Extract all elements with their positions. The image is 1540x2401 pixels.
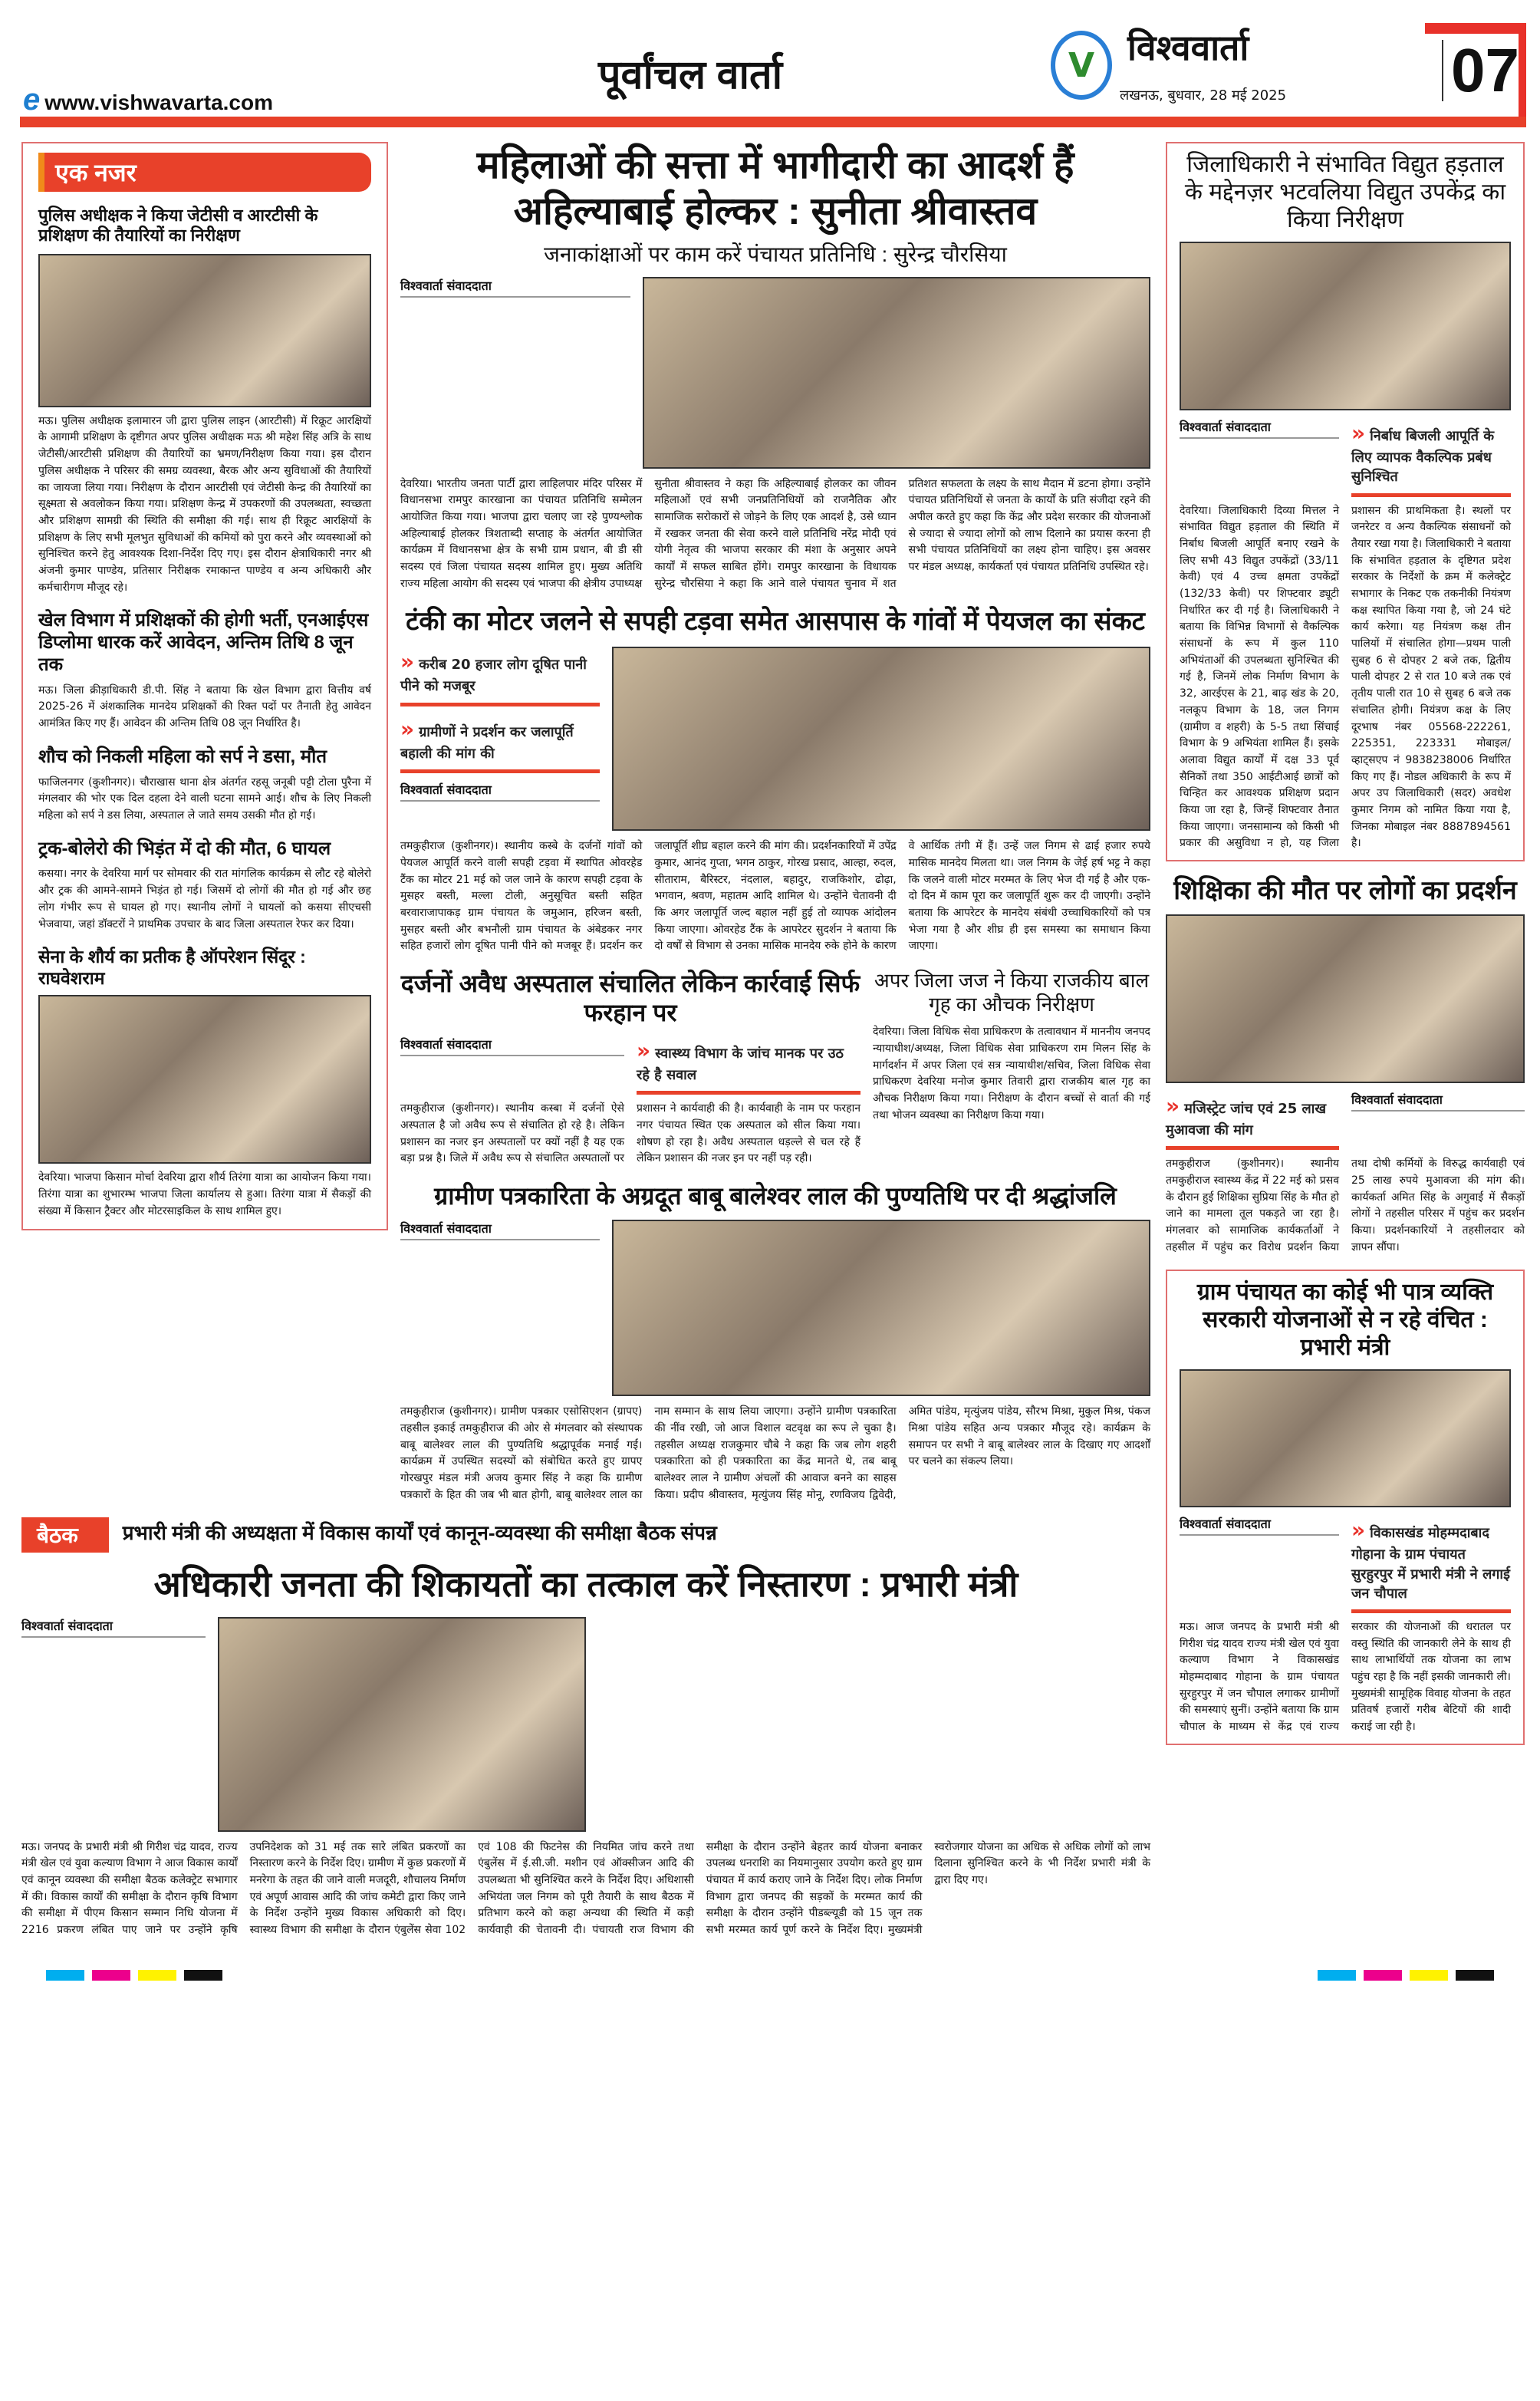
hospital-article — [400, 969, 860, 1168]
website-url[interactable]: e www.vishwavarta.com — [23, 83, 273, 117]
teacher-death-protest-photo — [1166, 914, 1525, 1083]
browser-e-icon: e — [23, 83, 41, 117]
hospital-headline: दर्जनों अवैध अस्पताल संचालित लेकिन कार्रवाई सिर्फ फरहान पर — [400, 970, 860, 1027]
main-area — [21, 142, 1150, 1939]
baal-grih-body: देवरिया। जिला विधिक सेवा प्राधिकरण के तत्वावधान में माननीय जनपद न्यायाधीश/अध्यक्ष, जिला विधिक सेवा प्राधिकरण राम मिलन सिंह के मार्गदर्शन में अपर जिला एवं सत्र न्यायाधीश/सचिव, जिला विधिक सेवा प्राधिकरण देवरिया मनोज कुमार तिवारी द्वारा राजकीय बाल गृह का औचक निरीक्षण किया गया। निरीक्षण के दौरान बच्चों से वार्ता की गई तथा भोजन व्यवस्था का निरीक्षण किया गया। — [873, 1026, 1150, 1121]
patrakarita-byline-wrap — [400, 1220, 600, 1245]
registration-mark-black — [1456, 1970, 1494, 1981]
article-headline: खेल विभाग में प्रशिक्षकों की होगी भर्ती, एनआईएस डिप्लोमा धारक करें आवेदन, अन्तिम तिथि 8 जून तक — [38, 610, 369, 675]
lead-layout — [400, 277, 1150, 469]
baithak-label: बैठक — [21, 1517, 109, 1553]
byline: विश्ववार्ता संवाददाता — [1180, 418, 1339, 439]
registration-mark-cyan — [46, 1970, 84, 1981]
byline: विश्ववार्ता संवाददाता — [400, 277, 630, 298]
bottom-layout — [21, 1617, 1150, 1832]
ek-nazar-tag: एक नजर — [38, 153, 371, 192]
gram-panchayat-headline: ग्राम पंचायत का कोई भी पात्र व्यक्ति सरकारी योजनाओं से न रहे वंचित : प्रभारी मंत्री — [1196, 1280, 1494, 1361]
pull-quote: » स्वास्थ्य विभाग के जांच मानक पर उठ रहे है सवाल — [637, 1036, 860, 1095]
top-row — [21, 142, 1150, 1504]
ek-nazar-column — [21, 142, 388, 1230]
bottom-byline-wrap — [21, 1617, 206, 1642]
tanki-headline: टंकी का मोटर जलने से सपही टड़वा समेत आसपास के गांवों में पेयजल का संकट — [406, 607, 1145, 637]
left-item-3 — [38, 746, 371, 825]
bottom-article — [21, 1517, 1150, 1938]
hospital-body: तमकुहीराज (कुशीनगर)। स्थानीय कस्बा में दर्जनों ऐसे अस्पताल है जो अवैध रूप से संचालित हो रहे है। लेकिन प्रशासन का नजर इन अस्पतालों पर क्यों नहीं है यह एक बड़ा प्रश्न है। जिले में अवैध रूप से संचालित अस्पतालों पर प्रशासन ने कार्यवाही की है। कार्यवाही के नाम पर फरहान नगर पंचायत स्थित एक अस्पताल को सील किया गया। शोषण हो रहा है। अवैध अस्पताल धड़ल्ले से चल रहे हैं लेकिन प्रशासन की नजर इन पर नहीं पड़ रही। — [400, 1102, 860, 1165]
byline: विश्ववार्ता संवाददाता — [21, 1617, 206, 1638]
byline: विश्ववार्ता संवाददाता — [1180, 1515, 1339, 1536]
baal-grih-headline: अपर जिला जज ने किया राजकीय बाल गृह का औचक निरीक्षण — [874, 969, 1150, 1016]
section-title: पूर्वांचल वार्ता — [598, 53, 783, 97]
lead-text-col — [400, 277, 630, 302]
lead-article — [400, 142, 1150, 592]
hospital-baal-row — [400, 969, 1150, 1168]
registration-group-left — [46, 1970, 222, 1981]
tanki-body: तमकुहीराज (कुशीनगर)। स्थानीय कस्बे के दर्जनों गांवों को पेयजल आपूर्ति करने वाली सपही टड़वा में स्थापित ओवरहेड टैंक का मोटर 21 मई को जल जाने के कारण सपही टड़वा के मुसहर बस्ती, मल्ला टोली, अनुसूचित बस्ती सहित बरवाराजापाकड़ ग्राम पंचायत के जमुआन, हरिजन बस्ती, मुसहर बस्ती और बभनौली ग्राम पंचायत के अंबेडकर नगर सहित हजारों लोग दूषित पानी पीने को मजबूर हैं। प्रदर्शन कर जलापूर्ति शीघ्र बहाल करने की मांग की। प्रदर्शनकारियों में उपेंद्र कुमार, आनंद गुप्ता, भगन ठाकुर, गोरख प्रसाद, आल्हा, रुदल, सीताराम, बैरिस्टर, नंदलाल, बहादुर, राजकिशोर, ढोढ़ा, भगवान, श्रवण, महातम आदि शामिल थे। उन्होंने चेतावनी दी कि अगर जलापूर्ति जल्द बहाल नहीं हुई तो व्यापक आंदोलन किया जाएगा। ओवरहेड टैंक के आपरेटर सुदर्शन ने बताया कि दो वर्षों से विभाग से उनका मासिक मानदेय रुके होने के कारण वे आर्थिक तंगी में हैं। उन्हें जल निगम से ढाई हजार रुपये मासिक मानदेय मिलता था। जल निगम के जेई हर्ष भट्ट ने कहा कि जलने वाली मोटर मरम्मत के लिए भेज दी गई है और एक-दो दिन में काम पूरा कर जलापूर्ति शुरू कर दी जाएगी। उन्होंने बताया कि आपरेटर के मानदेय संबंधी उच्चाधिकारियों को पत्र भेजा गया है और शीघ्र ही इस समस्या का समाधान किया जाएगा। — [400, 840, 1150, 953]
vishwavarta-logo-icon: V — [1051, 31, 1112, 100]
byline: विश्ववार्ता संवाददाता — [400, 781, 600, 802]
pull-quote: » विकासखंड मोहम्मदाबाद गोहाना के ग्राम पंचायत सुरहुरपुर में प्रभारी मंत्री ने लगाई जन चौपाल — [1351, 1515, 1511, 1613]
left-item-5 — [38, 947, 371, 1220]
pull-quote: » मजिस्ट्रेट जांच एवं 25 लाख मुआवजा की मांग — [1166, 1091, 1339, 1150]
review-meeting-photo — [218, 1617, 586, 1832]
electricity-meta — [1180, 418, 1511, 497]
left-item-2 — [38, 610, 371, 732]
electricity-headline: जिलाधिकारी ने संभावित विद्युत हड़ताल के मद्देनज़र भटवलिया विद्युत उपकेंद्र का किया निरीक्षण — [1184, 152, 1506, 232]
article-body: देवरिया। भाजपा किसान मोर्चा देवरिया द्वारा शौर्य तिरंगा यात्रा का आयोजन किया गया। तिरंगा यात्रा का शुभारम्भ भाजपा जिला कार्यालय से हुआ। तिरंगा यात्रा में सैकड़ों की संख्या में किसान ट्रैक्टर और मोटरसाइकिल के साथ शामिल हुए। — [38, 1171, 371, 1217]
article-body: फाजिलनगर (कुशीनगर)। चौराखास थाना क्षेत्र अंतर्गत रहसू जनूबी पट्टी टोला पुरैना में मंगलवार की भोर एक दिल दहला देने वाली घटना सामने आई। शौच के लिए निकली महिला को सर्प ने डस लिया, अस्पताल ले जाते समय उसकी मौत हो गई। — [38, 776, 371, 822]
left-item-1 — [38, 206, 371, 596]
lead-body: देवरिया। भारतीय जनता पार्टी द्वारा लाहिलपार मंदिर परिसर में विधानसभा रामपुर कारखाना का पंचायत प्रतिनिधि सम्मेलन आयोजित किया गया। भाजपा द्वारा चलाए जा रहे पुण्यश्लोक अहिल्याबाई होलकर त्रिशताब्दी सप्ताह के अंतर्गत आयोजित कार्यक्रम में विधानसभा क्षेत्र के सभी ग्राम प्रधान, बी डी सी सदस्य एवं जिला पंचायत सदस्य शामिल हुए। मुख्य अतिथि राज्य महिला आयोग की सदस्य एवं भाजपा की क्षेत्रीय उपाध्यक्ष सुनीता श्रीवास्तव ने कहा कि अहिल्याबाई होलकर का जीवन महिलाओं एवं सभी जनप्रतिनिधियों को राजनैतिक और सामाजिक सरोकारों से जोड़ने के लिए एक आदर्श है, उसे ध्यान में रखकर जनता की सेवा करने वाले प्रतिनिधि नरेंद्र मोदी एवं योगी नेतृत्व की भाजपा सरकार की मंशा के अनुसार अपने कार्यों में सफल साबित होंगे। रामपुर कारखाना के विधायक सुरेन्द्र चौरसिया ने कहा कि आने वाले पंचायत चुनाव में शत प्रतिशत सफलता के लक्ष्य के साथ मैदान में डटना होगा। उन्होंने पंचायत प्रतिनिधियों से जनता के कार्यों के प्रति संजीदा रहने की अपील करते हुए कहा कि केंद्र और प्रदेश सरकार की योजनाओं से ज्यादा से ज्यादा लोगों को लाभ दिलाने का प्रयास करना ही सभी पंचायत प्रतिनिधियों का लक्ष्य होना चाहिए। इस अवसर पर मंडल अध्यक्ष, कार्यकर्ता एवं पंचायत प्रतिनिधि उपस्थित रहे। — [400, 477, 1150, 590]
registration-mark-black — [184, 1970, 222, 1981]
gram-panchayat-box — [1166, 1270, 1525, 1745]
shikshika-headline: शिक्षिका की मौत पर लोगों का प्रदर्शन — [1173, 876, 1517, 905]
registration-group-right — [1318, 1970, 1494, 1981]
baithak-kicker-bar — [21, 1517, 1150, 1553]
lead-headline: महिलाओं की सत्ता में भागीदारी का आदर्श हैं अहिल्याबाई होल्कर : सुनीता श्रीवास्तव — [476, 143, 1074, 232]
page-number: 07 — [1442, 40, 1519, 101]
baal-grih-article — [873, 969, 1150, 1125]
article-headline: शौच को निकली महिला को सर्प ने डसा, मौत — [38, 746, 327, 767]
right-column — [1166, 142, 1525, 1745]
shikshika-byline-wrap — [1351, 1091, 1525, 1116]
baithak-kicker: प्रभारी मंत्री की अध्यक्षता में विकास कार्यों एवं कानून-व्यवस्था की समीक्षा बैठक संपन्न — [122, 1521, 717, 1545]
electricity-article-box — [1166, 142, 1525, 861]
hospital-meta — [400, 1036, 860, 1095]
pull-quote: » निर्बाध बिजली आपूर्ति के लिए व्यापक वैकल्पिक प्रबंध सुनिश्चित — [1351, 418, 1511, 497]
shraddhanjali-photo — [612, 1220, 1150, 1396]
newspaper-brand: विश्ववार्ता — [1127, 27, 1249, 68]
byline: विश्ववार्ता संवाददाता — [400, 1036, 624, 1056]
registration-mark-magenta — [1364, 1970, 1402, 1981]
article-body: मऊ। पुलिस अधीक्षक इलामारन जी द्वारा पुलिस लाइन (आरटीसी) में रिक्रूट आरक्षियों के आगामी प्रशिक्षण के दृष्टीगत अपर पुलिस अधीक्षक मऊ श्री महेश सिंह अत्रि के साथ जेटीसी/आरटीसी प्रशिक्षण की तैयारियों का भ्रमण/निरीक्षण किया गया। इस दौरान पुलिस अधीक्षक ने परिसर की समग्र व्यवस्था, बैरक और अन्य सुविधाओं की तैयारियों का जायजा लिया गया। निरीक्षण के दौरान आरटीसी एवं जेटीसी केन्द्र की तैयारियों का सूक्ष्मता से अवलोकन किया गया। प्रशिक्षण केन्द्र में उपकरणों की उपलब्धता, स्वच्छता और प्रशिक्षण सामग्री की स्थिति की समीक्षा की गई। साथ ही रिक्रूट आरक्षियों के प्रशिक्षण के लिए सभी मूलभुत सुविधाओं की कमियों को पुरा करने और व्यवस्थाओं को सुनिश्चित करने हेतु आवश्यक दिशा-निर्देश दिए गए। इस दौरान क्षेत्राधिकारी नगर श्री अंजनी कुमार पाण्डेय, प्रतिसार निरीक्षक रमाकान्त पाण्डेय व अन्य अधिकारी और कर्मचारीगण मौजूद रहे। — [38, 414, 371, 594]
jan-chaupal-photo — [1180, 1369, 1511, 1507]
bottom-body: मऊ। जनपद के प्रभारी मंत्री श्री गिरीश चंद्र यादव, राज्य मंत्री खेल एवं युवा कल्याण विभाग ने आज विकास कार्यों एवं कानून व्यवस्था की समीक्षा बैठक कलेक्ट्रेट सभागार में की। विकास कार्यों की समीक्षा के दौरान कृषि विभाग की समीक्षा में पीएम किसान सम्मान निधि योजना में 2216 प्रकरण लंबित पाए जाने पर उन्होंने कृषि उपनिदेशक को 31 मई तक सारे लंबित प्रकरणों का निस्तारण करने के निर्देश दिए। ग्रामीण में कुछ प्रकरणों में मनरेगा के तहत की जाने वाली मजदूरी, शौचालय निर्माण एवं अपूर्ण आवास आदि की जांच कमेटी द्वारा किए जाने के निर्देश उन्होंने मुख्य विकास अधिकारी को दिए। स्वास्थ्य विभाग की समीक्षा के दौरान एंबुलेंस सेवा 102 एवं 108 की फिटनेस की नियमित जांच करने तथा एंबुलेंस में ई.सी.जी. मशीन एवं ऑक्सीजन आदि की उपलब्धता भी सुनिश्चित करने के निर्देश दिए। अधिशासी अभियंता जल निगम को पूरी तैयारी के साथ बैठक में प्रतिभाग करने को कहा अन्यथा की स्थिति में कड़ी कार्यवाही की चेतावनी दी। पंचायती राज विभाग की समीक्षा के दौरान उन्होंने बेहतर कार्य योजना बनाकर उपलब्ध धनराशि का नियमानुसार उपयोग करते हुए ग्राम पंचायत में कार्य कराए जाने के निर्देश दिए। लोक निर्माण विभाग द्वारा जनपद की सड़कों के मरम्मत कार्य की समीक्षा के दौरान उन्होंने पीडब्ल्यूडी को 15 जून तक सभी मरम्मत कार्य पूर्ण करने के निर्देश दिए। मुख्यमंत्री स्वरोजगार योजना का अधिक से अधिक लोगों को लाभ दिलाना सुनिश्चित करने के भी निर्देश प्रभारी मंत्री के द्वारा दिए गए। — [21, 1840, 1150, 1937]
patrakarita-body: तमकुहीराज (कुशीनगर)। ग्रामीण पत्रकार एसोसिएशन (ग्रापए) तहसील इकाई तमकुहीराज की ओर से मंगलवार को संस्थापक बाबू बालेश्वर लाल की पुण्यतिथि श्रद्धापूर्वक मनाई गई। कार्यक्रम में उपस्थित सदस्यों को संबोधित करते हुए ग्रापए गोरखपुर मंडल मंत्री अजय कुमार सिंह ने कहा कि ग्रामीण पत्रकारों के हित की जब भी बात होगी, बाबू बालेश्वर लाल का नाम सम्मान के साथ लिया जाएगा। उन्होंने ग्रामीण पत्रकारिता की नींव रखी, जो आज विशाल वटवृक्ष का रूप ले चुका है। तहसील अध्यक्ष राजकुमार चौबे ने कहा कि जब लोग शहरी पत्रकारिता को ही पत्रकारिता का केंद्र मानते थे, तब बाबू बालेश्वर लाल ने ग्रामीण अंचलों की आवाज बनने का साहस किया। प्रदीप श्रीवास्तव, मृत्युंजय सिंह मोनू, रणविजय द्विवेदी, अमित पांडेय, मृत्युंजय पांडेय, सौरभ मिश्रा, मुकुल मिश्र, पंकज मिश्रा पांडेय सहित अन्य पत्रकार मौजूद रहे। कार्यक्रम के समापन पर सभी ने बाबू बालेश्वर लाल के दिखाए गए आदर्शों पर चलने का संकल्प लिया। — [400, 1405, 1150, 1501]
bottom-headline: अधिकारी जनता की शिकायतों का तत्काल करें निस्तारण : प्रभारी मंत्री — [153, 1564, 1018, 1605]
left-item-4 — [38, 838, 371, 934]
page-content — [0, 142, 1540, 1970]
registration-mark-yellow — [138, 1970, 176, 1981]
tanki-article — [400, 606, 1150, 955]
byline: विश्ववार्ता संवाददाता — [400, 1220, 600, 1240]
pull-quote: » ग्रामीणों ने प्रदर्शन कर जलापूर्ति बहाली की मांग की — [400, 714, 600, 773]
tiranga-yatra-photo — [38, 995, 371, 1164]
registration-mark-magenta — [92, 1970, 130, 1981]
center-column — [400, 142, 1150, 1504]
shikshika-meta — [1166, 1091, 1525, 1150]
hospital-byline-wrap — [400, 1036, 624, 1061]
pull-quote: » करीब 20 हजार लोग दूषित पानी पीने को मजबूर — [400, 647, 600, 706]
protest-photo — [612, 647, 1150, 831]
dm-inspection-photo — [1180, 242, 1511, 410]
shikshika-body: तमकुहीराज (कुशीनगर)। स्थानीय तमकुहीराज स्वास्थ्य केंद्र में 22 मई को प्रसव के दौरान हुई शिक्षिका सुप्रिया सिंह के मौत हो जाने का मामला तूल पकड़ते जा रहा है। मंगलवार को सामाजिक कार्यकर्ताओं ने तहसील में पहुंच कर विरोध प्रदर्शन किया तथा दोषी कर्मियों के विरुद्ध कार्यवाही एवं 25 लाख रुपये मुआवजा की मांग की। कार्यकर्ता अमित सिंह के अगुवाई में सैकड़ों लोगों ने तहसील परिसर में पहुंच कर प्रदर्शन किया। प्रदर्शनकारियों ने तहसीलदार को ज्ञापन सौंपा। — [1166, 1158, 1525, 1253]
article-headline: ट्रक-बोलेरो की भिड़ंत में दो की मौत, 6 घायल — [38, 838, 331, 859]
electricity-body: देवरिया। जिलाधिकारी दिव्या मित्तल ने संभावित विद्युत हड़ताल की स्थिति में निर्बाध बिजली आपूर्ति बनाए रखने के लिए सभी 43 विद्युत उपकेंद्रों (33/11 केवी) एवं 4 उच्च क्षमता उपकेंद्रों (132/33 केवी) पर शिफ्टवार ड्यूटी निर्धारित कर दी गई है। जिलाधिकारी ने बताया कि विभिन्न विभागों से वैकल्पिक संसाधनों के रूप में कुल 110 अभियंताओं की उपलब्धता सुनिश्चित की गई है, जिनमें लोक निर्माण विभाग के 32, आरईएस के 21, बाढ़ खंड के 20, नलकूप विभाग के 18, जल निगम (ग्रामीण व शहरी) के 5-5 तथा सिंचाई विभाग के 9 अभियंता शामिल हैं। इसके अलावा विद्युत कार्यों में दक्ष 33 पूर्व सैनिकों तथा 350 आईटीआई छात्रों को चिन्हित कर आवश्यक प्रशिक्षण प्रदान किया जा रहा है, जिन्हें शिफ्टवार तैनात किया जाएगा। जनसामान्य को किसी भी प्रकार की असुविधा न हो, यह जिला प्रशासन की प्राथमिकता है। स्थलों पर जनरेटर व अन्य वैकल्पिक संसाधनों को तैयार रखा गया है। जिलाधिकारी ने बताया कि संभावित हड़ताल के दृष्टिगत प्रदेश सरकार के निर्देशों के क्रम में कलेक्ट्रेट सभागार के निकट एक तकनीकी नियंत्रण कक्ष स्थापित किया गया है, जो 24 घंटे कार्य करेगा। यह नियंत्रण कक्ष तीन पालियों में संचालित होगा—प्रथम पाली सुबह 6 से दोपहर 2 बजे तक, द्वितीय पाली दोपहर 2 से रात 10 बजे तक एवं तृतीय पाली रात 10 से सुबह 6 बजे तक संचालित होगी। नियंत्रण कक्ष के लिए दूरभाष नंबर 05568-222261, 225351, 223331 मोबाइल/व्हाट्सएप नं 9838238006 निर्धारित किए गए हैं। नोडल अधिकारी के रूप में अपर उप जिलाधिकारी (सदर) अवधेश कुमार निगम को नामित किया गया है, जिनका मोबाइल नंबर 8887894561 है। — [1180, 504, 1511, 850]
tanki-layout — [400, 647, 1150, 831]
article-headline: सेना के शौर्य का प्रतीक है ऑपरेशन सिंदूर : राघवेशराम — [38, 947, 306, 988]
shikshika-article — [1166, 875, 1525, 1256]
registration-bar — [0, 1970, 1540, 1988]
registration-mark-yellow — [1410, 1970, 1448, 1981]
lead-event-photo — [643, 277, 1150, 469]
dateline: लखनऊ, बुधवार, 28 मई 2025 — [1120, 87, 1287, 104]
patrakarita-layout — [400, 1220, 1150, 1396]
police-inspection-photo — [38, 254, 371, 407]
electricity-byline-wrap — [1180, 418, 1339, 443]
gram-panchayat-body: मऊ। आज जनपद के प्रभारी मंत्री श्री गिरीश चंद्र यादव राज्य मंत्री खेल एवं युवा कल्याण विभाग ने विकासखंड मोहम्मदाबाद गोहाना के ग्राम पंचायत सुरहुरपुर में जन चौपाल लगाकर ग्रामीणों की समस्याएं सुनीं। उन्होंने बताया कि ग्राम चौपाल के माध्यम से केंद्र एवं राज्य सरकार की योजनाओं की धरातल पर वस्तु स्थिति की जानकारी लेने के साथ ही साथ लाभार्थियों तक योजना का लाभ पहुंच रहा है कि नहीं इसकी जानकारी ली। मुख्यमंत्री सामूहिक विवाह योजना के तहत प्रतिवर्ष हजारों गरीब बेटियों की शादी कराई जा रही है। — [1180, 1621, 1511, 1734]
gp-meta — [1180, 1515, 1511, 1613]
lead-subheadline: जनाकांक्षाओं पर काम करें पंचायत प्रतिनिधि : सुरेन्द्र चौरसिया — [544, 242, 1007, 266]
gp-byline-wrap — [1180, 1515, 1339, 1540]
byline: विश्ववार्ता संवाददाता — [1351, 1091, 1525, 1112]
patrakarita-headline: ग्रामीण पत्रकारिता के अग्रदूत बाबू बालेश्वर लाल की पुण्यतिथि पर दी श्रद्धांजलि — [434, 1181, 1117, 1210]
patrakarita-article — [400, 1181, 1150, 1504]
article-body: कसया। नगर के देवरिया मार्ग पर सोमवार की रात मांगलिक कार्यक्रम से लौट रहे बोलेरो और ट्रक की आमने-सामने भिड़ंत हो गई। जिसमें दो लोगों की मौत हो गई और छह लोग गंभीर रूप से घायल हो गए। स्थानीय लोगों ने घायलों को कसया सीएचसी भेजवाया, जहां डॉक्टरों ने प्राथमिक उपचार के बाद जिला अस्पताल रेफर कर दिया। — [38, 868, 371, 930]
tanki-pulls — [400, 647, 600, 806]
registration-mark-cyan — [1318, 1970, 1356, 1981]
header-divider — [20, 117, 1526, 127]
article-body: मऊ। जिला क्रीड़ाधिकारी डी.पी. सिंह ने बताया कि खेल विभाग द्वारा वित्तीय वर्ष 2025-26 में अंशकालिक मानदेय प्रशिक्षकों की रिक्त पदों पर तैनाती हेतु आवेदन आमंत्रित किए गए हैं। आवेदन की अन्तिम तिथि 08 जून निर्धारित है। — [38, 683, 371, 730]
masthead — [0, 0, 1540, 142]
article-headline: पुलिस अधीक्षक ने किया जेटीसी व आरटीसी के प्रशिक्षण की तैयारियों का निरीक्षण — [38, 206, 318, 245]
